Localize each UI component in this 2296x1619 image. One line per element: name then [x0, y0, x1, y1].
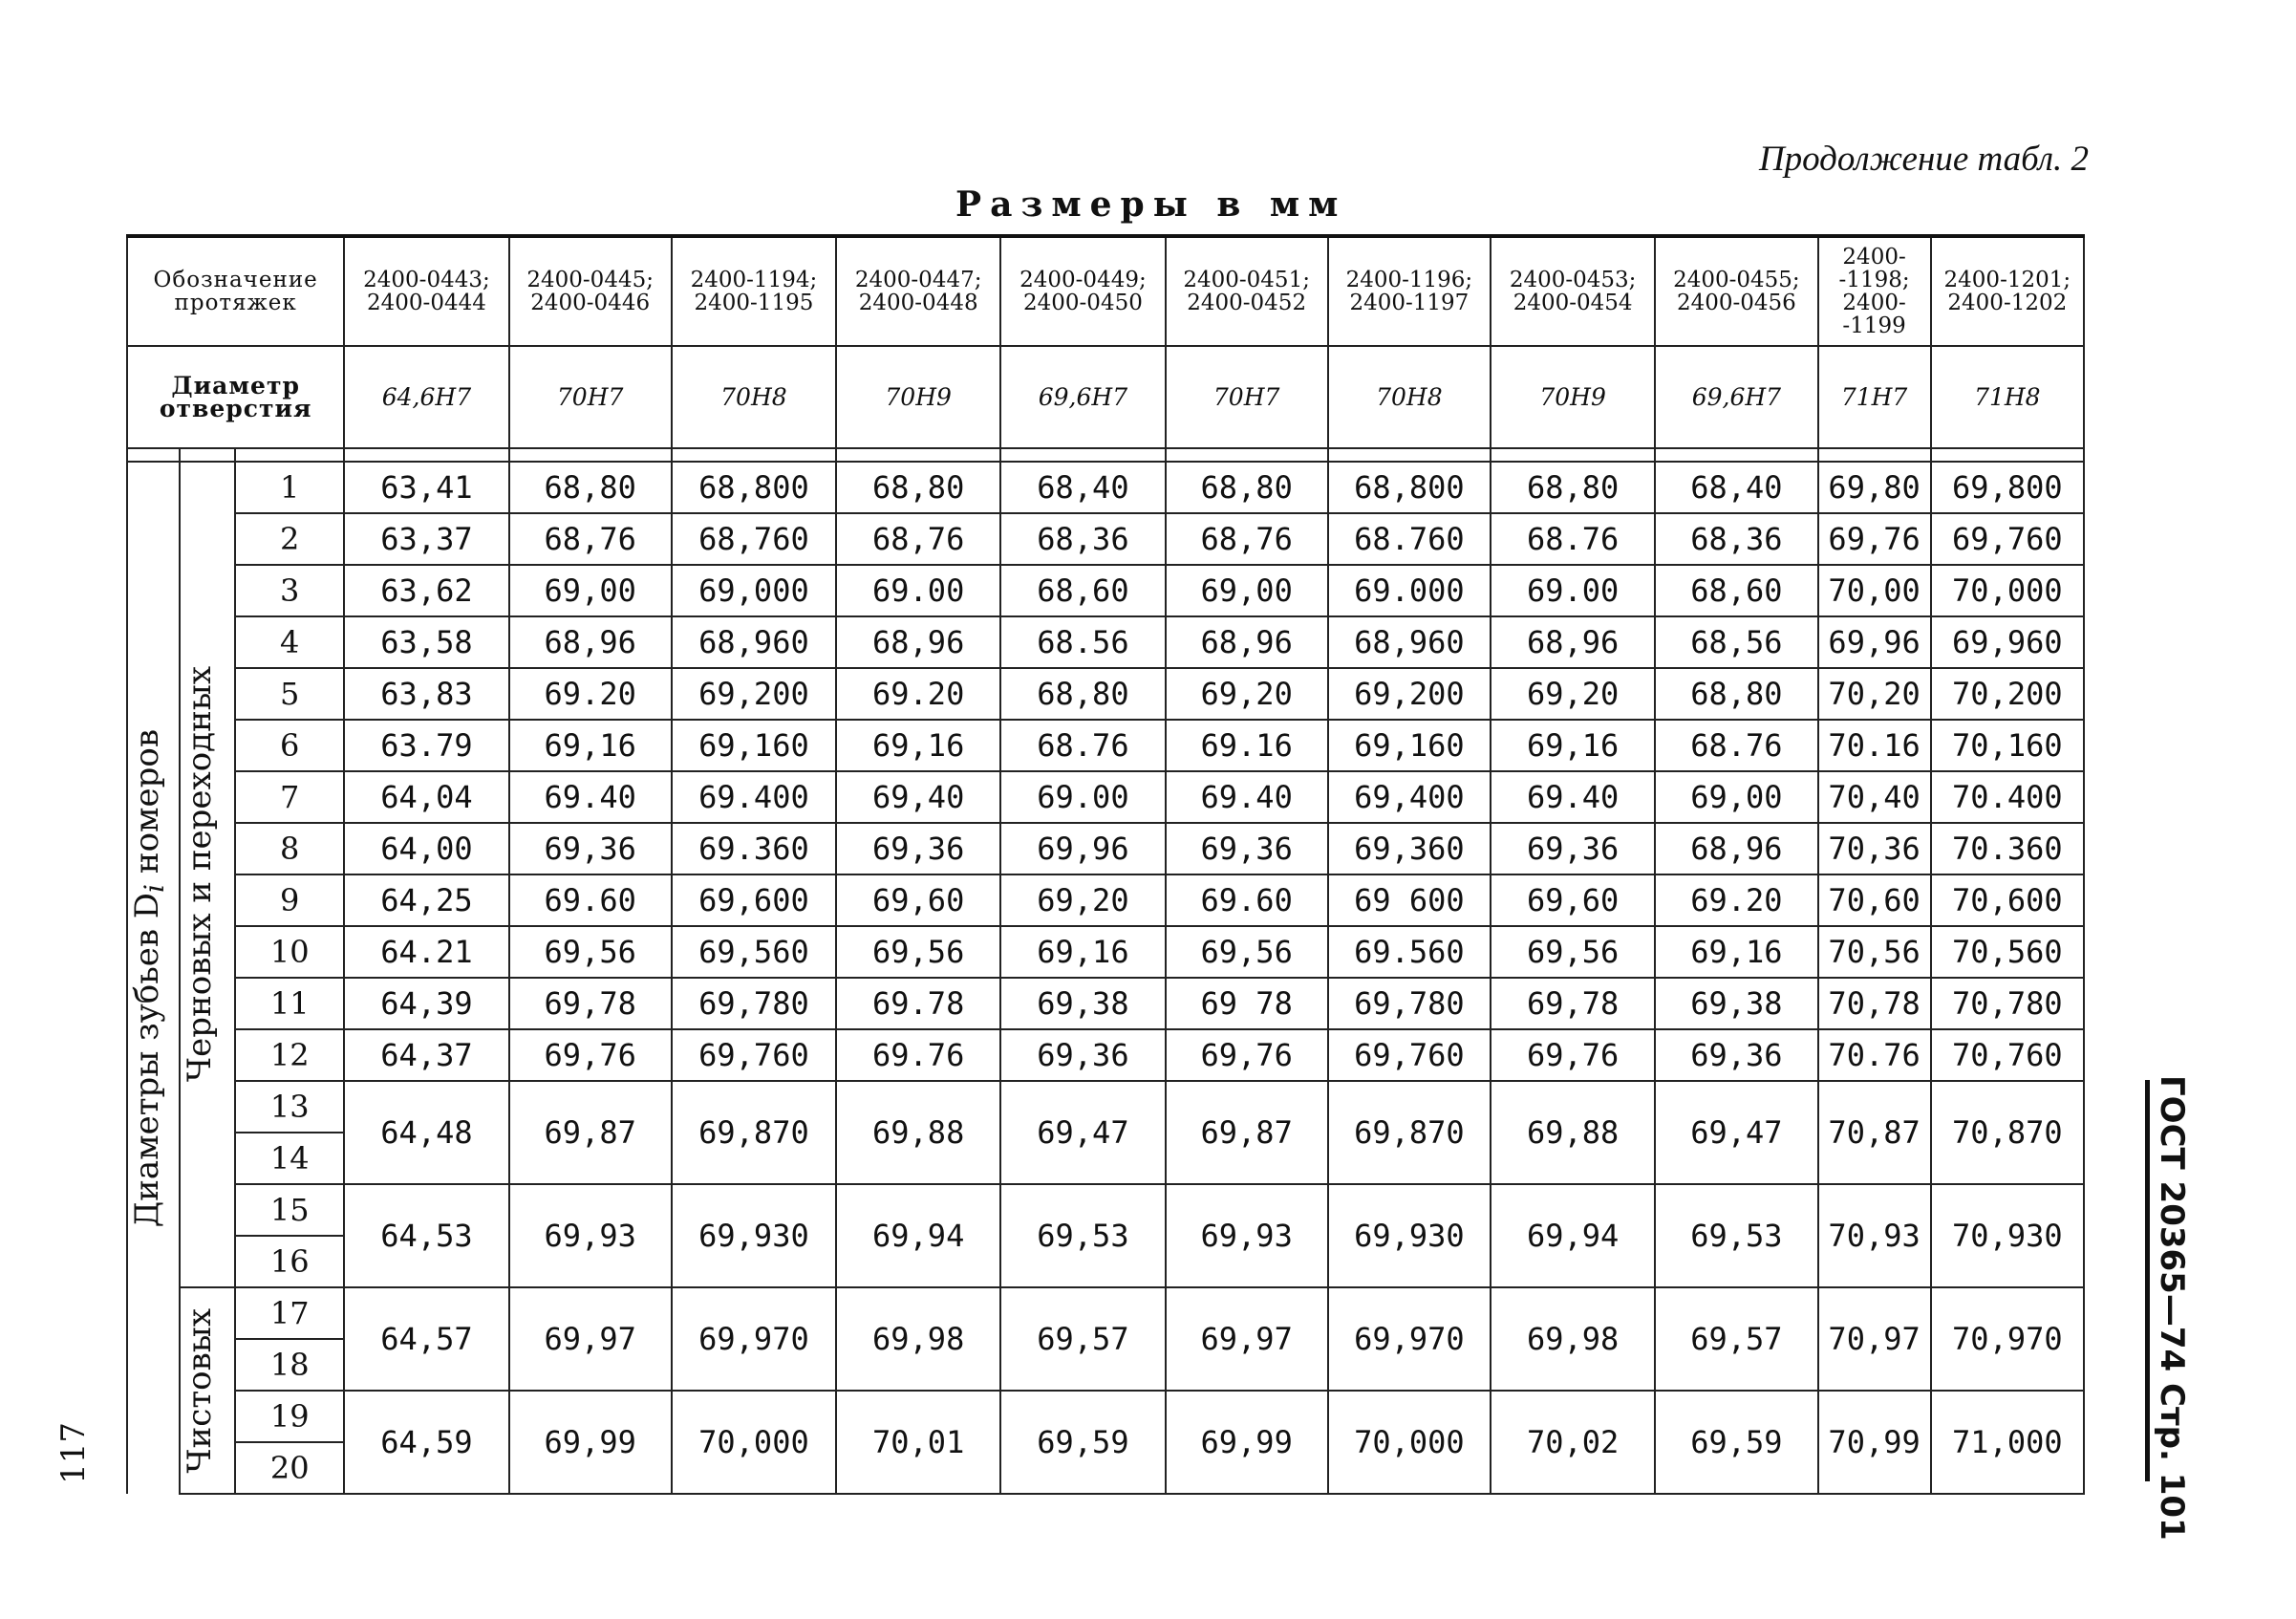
diameter-value: 70,78: [1818, 978, 1931, 1029]
diameter-value: 68,56: [1655, 616, 1817, 668]
diameter-value: 70,40: [1818, 771, 1931, 823]
hole-diameter: 71H7: [1818, 346, 1931, 448]
header-row-hole: [127, 346, 2084, 448]
diameter-value: 64,00: [344, 823, 508, 874]
diameter-value: 69,20: [1000, 874, 1165, 926]
table-row: [127, 823, 2084, 874]
hole-diameter: 64,6H7: [344, 346, 508, 448]
table-row: [127, 616, 2084, 668]
spacer-cell: [127, 448, 180, 462]
diameter-value: 68.76: [1000, 720, 1165, 771]
diameter-value: 69,930: [672, 1184, 836, 1287]
diameter-value: 69.00: [1000, 771, 1165, 823]
diameter-value: 68.56: [1000, 616, 1165, 668]
diameter-value: 68,760: [672, 513, 836, 565]
diameter-value: 69,53: [1000, 1184, 1165, 1287]
diameter-value: 69,930: [1328, 1184, 1491, 1287]
diameter-value: 70,56: [1818, 926, 1931, 978]
diameter-value: 68,80: [1000, 668, 1165, 720]
diameter-value: 69,59: [1000, 1391, 1165, 1494]
diameter-value: 69,360: [1328, 823, 1491, 874]
hole-diameter: 70H8: [672, 346, 836, 448]
diameter-value: 69,36: [1000, 1029, 1165, 1081]
spacer-cell: [1328, 448, 1491, 462]
spacer-cell: [1931, 448, 2084, 462]
table-row: [127, 720, 2084, 771]
diameter-value: 69,00: [1655, 771, 1817, 823]
header-row-designation: [127, 236, 2084, 346]
diameter-value: 69,400: [1328, 771, 1491, 823]
diameter-value: 69,93: [509, 1184, 672, 1287]
column-code: 2400-0455; 2400-0456: [1655, 236, 1817, 346]
diameter-value: 70,36: [1818, 823, 1931, 874]
tooth-number: 18: [235, 1339, 344, 1391]
diameter-value: 69.40: [509, 771, 672, 823]
units-caption: Размеры в мм: [955, 184, 1347, 225]
diameter-value: 69.00: [836, 565, 1000, 616]
diameter-value: 70.16: [1818, 720, 1931, 771]
diameter-value: 69,780: [672, 978, 836, 1029]
tooth-number: 4: [235, 616, 344, 668]
column-code: 2400-0449; 2400-0450: [1000, 236, 1165, 346]
tooth-number: 2: [235, 513, 344, 565]
column-code: 2400-0443; 2400-0444: [344, 236, 508, 346]
diameter-value: 68.76: [1655, 720, 1817, 771]
diameter-value: 68,80: [1166, 462, 1328, 513]
diameter-value: 64,04: [344, 771, 508, 823]
diameter-value: 69.78: [836, 978, 1000, 1029]
diameter-value: 70,000: [1328, 1391, 1491, 1494]
diameter-value: 69,59: [1655, 1391, 1817, 1494]
column-code: 2400-0453; 2400-0454: [1491, 236, 1655, 346]
diameter-value: 69,76: [1818, 513, 1931, 565]
diameter-value: 68.760: [1328, 513, 1491, 565]
diameter-value: 70,93: [1818, 1184, 1931, 1287]
hole-diameter: 69,6H7: [1000, 346, 1165, 448]
diameter-value: 68,76: [1166, 513, 1328, 565]
diameter-value: 69,16: [1655, 926, 1817, 978]
spacer-cell: [836, 448, 1000, 462]
diameter-value: 69.00: [1491, 565, 1655, 616]
diameter-value: 69,56: [1166, 926, 1328, 978]
diameter-value: 69,00: [509, 565, 672, 616]
table-row: [127, 668, 2084, 720]
diameter-value: 70,160: [1931, 720, 2084, 771]
diameter-value: 69,93: [1166, 1184, 1328, 1287]
diameter-value: 68,96: [1166, 616, 1328, 668]
diameter-value: 69,78: [1491, 978, 1655, 1029]
diameter-value: 69,20: [1491, 668, 1655, 720]
diameter-value: 70,560: [1931, 926, 2084, 978]
table-row: [127, 771, 2084, 823]
diameter-value: 69,57: [1000, 1287, 1165, 1391]
diameter-value: 68.76: [1491, 513, 1655, 565]
hole-diameter: 70H9: [836, 346, 1000, 448]
diameter-value: 69,780: [1328, 978, 1491, 1029]
table-row: [127, 874, 2084, 926]
diameter-value: 69,94: [1491, 1184, 1655, 1287]
column-code: 2400-1201; 2400-1202: [1931, 236, 2084, 346]
diameter-value: 69,560: [672, 926, 836, 978]
side-rule: [2145, 1080, 2150, 1481]
diameter-value: 68,80: [1491, 462, 1655, 513]
spacer-cell: [1491, 448, 1655, 462]
diameter-value: 69,47: [1655, 1081, 1817, 1184]
broach-designation-label: Обозначение протяжек: [127, 236, 344, 346]
diameter-value: 69.20: [509, 668, 672, 720]
diameter-value: 69,60: [836, 874, 1000, 926]
table-row: [127, 565, 2084, 616]
diameter-value: 70,20: [1818, 668, 1931, 720]
hole-diameter: 71H8: [1931, 346, 2084, 448]
diameter-value: 69,600: [672, 874, 836, 926]
hole-diameter: 70H9: [1491, 346, 1655, 448]
diameter-value: 69,160: [672, 720, 836, 771]
diameter-value: 70,60: [1818, 874, 1931, 926]
spacer-cell: [235, 448, 344, 462]
diameter-value: 69.40: [1491, 771, 1655, 823]
diameter-value: 63,58: [344, 616, 508, 668]
hole-diameter: 70H8: [1328, 346, 1491, 448]
diameter-value: 69 78: [1166, 978, 1328, 1029]
diameter-value: 69.560: [1328, 926, 1491, 978]
diameter-value: 69,800: [1931, 462, 2084, 513]
hole-diameter: 70H7: [509, 346, 672, 448]
diameter-value: 64.21: [344, 926, 508, 978]
diameter-value: 69,00: [1166, 565, 1328, 616]
column-code: 2400-0445; 2400-0446: [509, 236, 672, 346]
diameter-value: 69,56: [509, 926, 672, 978]
diameter-value: 69,870: [1328, 1081, 1491, 1184]
diameter-value: 70,97: [1818, 1287, 1931, 1391]
diameter-value: 70.400: [1931, 771, 2084, 823]
tooth-number: 19: [235, 1391, 344, 1442]
hole-diameter: 70H7: [1166, 346, 1328, 448]
diameter-value: 69,000: [672, 565, 836, 616]
diameter-value: 68,80: [509, 462, 672, 513]
group-finish-cell: [180, 1287, 235, 1494]
diameter-value: 69,87: [1166, 1081, 1328, 1184]
tooth-number: 14: [235, 1133, 344, 1184]
diameter-value: 68,60: [1000, 565, 1165, 616]
tooth-number: 16: [235, 1236, 344, 1287]
diameter-value: 70,02: [1491, 1391, 1655, 1494]
diameter-value: 70,780: [1931, 978, 2084, 1029]
table-row: [127, 1184, 2084, 1236]
diameter-value: 69,99: [509, 1391, 672, 1494]
diameter-value: 69,88: [1491, 1081, 1655, 1184]
diameter-value: 64,37: [344, 1029, 508, 1081]
table-body: [127, 236, 2084, 1494]
diameter-value: 69,970: [1328, 1287, 1491, 1391]
spacer-cell: [1655, 448, 1817, 462]
diameter-value: 69,96: [1818, 616, 1931, 668]
tooth-number: 12: [235, 1029, 344, 1081]
diameter-value: 68,96: [1491, 616, 1655, 668]
diameter-value: 68,36: [1655, 513, 1817, 565]
spacer-cell: [1000, 448, 1165, 462]
diameter-value: 69,760: [1931, 513, 2084, 565]
diameter-value: 70,99: [1818, 1391, 1931, 1494]
spacer-cell: [1818, 448, 1931, 462]
spacer-cell: [509, 448, 672, 462]
tooth-number: 6: [235, 720, 344, 771]
axis-outer-cell: [127, 462, 180, 1494]
diameter-value: 69 600: [1328, 874, 1491, 926]
diameter-value: 70,01: [836, 1391, 1000, 1494]
hole-diameter-label: Диаметр отверстия: [127, 346, 344, 448]
column-code: 2400- -1198; 2400- -1199: [1818, 236, 1931, 346]
diameter-value: 68,60: [1655, 565, 1817, 616]
tooth-number: 13: [235, 1081, 344, 1133]
group-rough-cell: [180, 462, 235, 1287]
diameter-value: 69,76: [1491, 1029, 1655, 1081]
diameter-value: 68,960: [1328, 616, 1491, 668]
diameter-value: 63,37: [344, 513, 508, 565]
diameter-value: 70,870: [1931, 1081, 2084, 1184]
diameter-value: 69,36: [1491, 823, 1655, 874]
diameter-value: 64,48: [344, 1081, 508, 1184]
diameter-value: 69,200: [1328, 668, 1491, 720]
diameter-value: 69,760: [672, 1029, 836, 1081]
diameter-value: 69,80: [1818, 462, 1931, 513]
diameter-value: 69,20: [1166, 668, 1328, 720]
diameter-value: 69,870: [672, 1081, 836, 1184]
tooth-number: 11: [235, 978, 344, 1029]
diameter-value: 69,98: [836, 1287, 1000, 1391]
diameter-value: 68,40: [1655, 462, 1817, 513]
diameter-value: 68,40: [1000, 462, 1165, 513]
diameter-value: 69,60: [1491, 874, 1655, 926]
diameter-value: 69,16: [1491, 720, 1655, 771]
diameter-value: 69,760: [1328, 1029, 1491, 1081]
table-row: [127, 1287, 2084, 1339]
diameter-value: 69,16: [509, 720, 672, 771]
diameter-value: 63,62: [344, 565, 508, 616]
diameter-value: 69,76: [509, 1029, 672, 1081]
diameter-value: 70,00: [1818, 565, 1931, 616]
table-row: [127, 462, 2084, 513]
diameter-value: 69,47: [1000, 1081, 1165, 1184]
table-row: [127, 1029, 2084, 1081]
diameter-value: 68,800: [1328, 462, 1491, 513]
standard-reference: ГОСТ 20365—74 Стр. 101: [2153, 1075, 2191, 1541]
tooth-number: 5: [235, 668, 344, 720]
diameter-value: 68,36: [1000, 513, 1165, 565]
diameter-value: 68,960: [672, 616, 836, 668]
diameter-value: 69,57: [1655, 1287, 1817, 1391]
diameter-value: 69.360: [672, 823, 836, 874]
diameter-value: 69,16: [1000, 926, 1165, 978]
diameter-value: 69,87: [509, 1081, 672, 1184]
diameter-value: 69,36: [836, 823, 1000, 874]
table-row: [127, 1391, 2084, 1442]
diameter-value: 68,80: [836, 462, 1000, 513]
diameter-value: 69,38: [1655, 978, 1817, 1029]
diameter-value: 70,000: [672, 1391, 836, 1494]
tooth-number: 20: [235, 1442, 344, 1494]
diameter-value: 69.400: [672, 771, 836, 823]
dimension-table: [126, 234, 2085, 1495]
tooth-number: 9: [235, 874, 344, 926]
diameter-value: 64,25: [344, 874, 508, 926]
diameter-value: 69,53: [1655, 1184, 1817, 1287]
continuation-label: Продолжение табл. 2: [1758, 140, 2089, 179]
diameter-value: 63.79: [344, 720, 508, 771]
table-row: [127, 926, 2084, 978]
diameter-value: 64,39: [344, 978, 508, 1029]
diameter-value: 70.360: [1931, 823, 2084, 874]
diameter-value: 69.40: [1166, 771, 1328, 823]
diameter-value: 63,83: [344, 668, 508, 720]
table-row: [127, 978, 2084, 1029]
diameter-value: 69.16: [1166, 720, 1328, 771]
diameter-value: 63,41: [344, 462, 508, 513]
spacer-cell: [344, 448, 508, 462]
diameter-value: 69.76: [836, 1029, 1000, 1081]
diameter-value: 69,160: [1328, 720, 1491, 771]
diameter-value: 68,96: [836, 616, 1000, 668]
diameter-value: 64,59: [344, 1391, 508, 1494]
group-rough-label: Черновых и переходных: [181, 666, 220, 1083]
diameter-value: 69.20: [836, 668, 1000, 720]
table-row: [127, 1081, 2084, 1133]
diameter-value: 69,76: [1166, 1029, 1328, 1081]
page-number: 117: [54, 1422, 93, 1484]
diameter-value: 69,16: [836, 720, 1000, 771]
diameter-value: 64,57: [344, 1287, 508, 1391]
diameter-value: 69,40: [836, 771, 1000, 823]
spacer-cell: [180, 448, 235, 462]
diameter-value: 68,96: [1655, 823, 1817, 874]
diameter-value: 69.60: [509, 874, 672, 926]
diameter-value: 70,87: [1818, 1081, 1931, 1184]
diameter-value: 69,99: [1166, 1391, 1328, 1494]
diameter-value: 69,36: [1655, 1029, 1817, 1081]
diameter-value: 68,96: [509, 616, 672, 668]
diameter-value: 69,96: [1000, 823, 1165, 874]
diameter-value: 69,56: [836, 926, 1000, 978]
diameter-value: 69,56: [1491, 926, 1655, 978]
column-code: 2400-1194; 2400-1195: [672, 236, 836, 346]
tooth-number: 8: [235, 823, 344, 874]
group-finish-label: Чистовых: [181, 1307, 220, 1474]
diameter-value: 69.20: [1655, 874, 1817, 926]
tooth-number: 17: [235, 1287, 344, 1339]
diameter-value: 64,53: [344, 1184, 508, 1287]
diameter-value: 68,80: [1655, 668, 1817, 720]
diameter-value: 69,78: [509, 978, 672, 1029]
spacer-cell: [672, 448, 836, 462]
diameter-value: 68,76: [836, 513, 1000, 565]
diameter-value: 69,36: [1166, 823, 1328, 874]
diameter-value: 69,97: [1166, 1287, 1328, 1391]
diameter-value: 69,94: [836, 1184, 1000, 1287]
diameter-value: 69,38: [1000, 978, 1165, 1029]
diameter-value: 71,000: [1931, 1391, 2084, 1494]
diameter-value: 70,930: [1931, 1184, 2084, 1287]
tooth-number: 7: [235, 771, 344, 823]
spacer-cell: [1166, 448, 1328, 462]
diameter-value: 69.000: [1328, 565, 1491, 616]
tooth-number: 3: [235, 565, 344, 616]
diameter-value: 70.76: [1818, 1029, 1931, 1081]
column-code: 2400-1196; 2400-1197: [1328, 236, 1491, 346]
tooth-number: 10: [235, 926, 344, 978]
column-code: 2400-0451; 2400-0452: [1166, 236, 1328, 346]
tooth-number: 1: [235, 462, 344, 513]
diameter-value: 69,98: [1491, 1287, 1655, 1391]
diameter-value: 69,97: [509, 1287, 672, 1391]
diameter-value: 69,960: [1931, 616, 2084, 668]
table-row: [127, 513, 2084, 565]
diameter-value: 69,36: [509, 823, 672, 874]
diameter-value: 70,200: [1931, 668, 2084, 720]
diameter-value: 70,000: [1931, 565, 2084, 616]
hole-diameter: 69,6H7: [1655, 346, 1817, 448]
diameter-value: 68,76: [509, 513, 672, 565]
diameter-value: 70,600: [1931, 874, 2084, 926]
diameter-value: 70,970: [1931, 1287, 2084, 1391]
diameter-value: 68,800: [672, 462, 836, 513]
diameter-value: 69,970: [672, 1287, 836, 1391]
column-code: 2400-0447; 2400-0448: [836, 236, 1000, 346]
diameter-value: 69,88: [836, 1081, 1000, 1184]
axis-outer-label: Диаметры зубьев $D_i$ номеров: [128, 728, 170, 1228]
tooth-number: 15: [235, 1184, 344, 1236]
diameter-value: 69,200: [672, 668, 836, 720]
diameter-value: 70,760: [1931, 1029, 2084, 1081]
diameter-value: 69.60: [1166, 874, 1328, 926]
spacer-row: [127, 448, 2084, 462]
